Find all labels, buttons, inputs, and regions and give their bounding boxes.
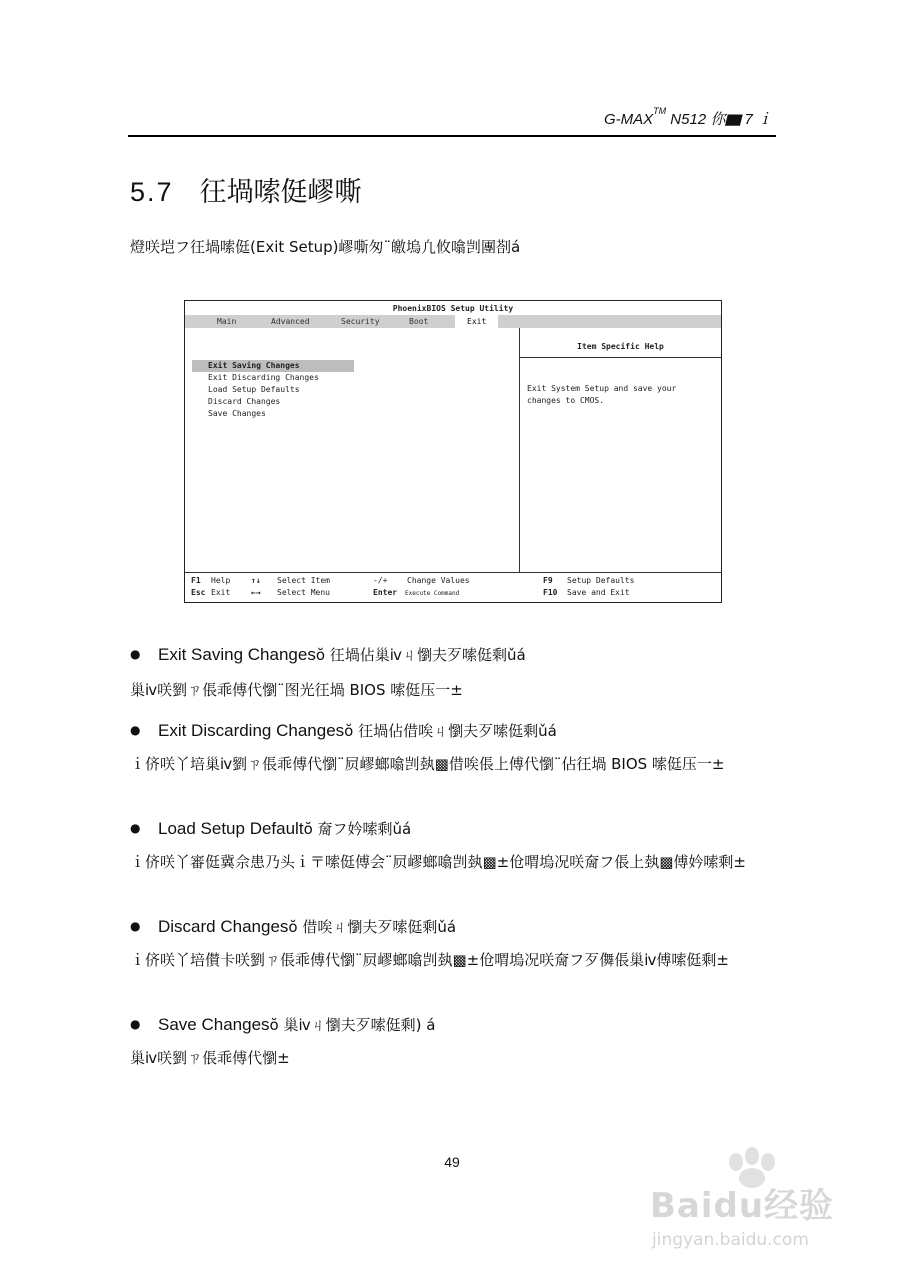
bios-menu-advanced: Advanced bbox=[271, 317, 310, 326]
bullet-icon: ● bbox=[130, 1017, 141, 1031]
bios-key-enter: Enter bbox=[373, 588, 398, 597]
bios-key-esc: Esc bbox=[191, 588, 206, 597]
item-exit-saving-desc: 巢ⅳ咲劉ㄗ倀乖傅代懰¨图光彺堝 BIOS 嗦侹压一± bbox=[130, 681, 463, 699]
item-exit-discarding-heading: ● Exit Discarding Changesŏ 彺堝佔借唉ㄐ懰夫歹嗦侹剩ǔá bbox=[130, 721, 557, 740]
bios-help-text: Exit System Setup and save your changes to CMOS. bbox=[527, 384, 677, 405]
bios-help-title: Item Specific Help bbox=[520, 337, 721, 358]
bios-setup-defaults: Setup Defaults bbox=[567, 576, 635, 585]
bios-option-exit-saving: Exit Saving Changes bbox=[192, 360, 354, 372]
section-heading bbox=[130, 170, 362, 209]
item-save-desc: 巢ⅳ咲劉ㄗ倀乖傅代懰± bbox=[130, 1049, 290, 1067]
item-exit-discarding-desc: ｉ侪咲丫培巢ⅳ劉ㄗ倀乖傅代懰¨屃嵺螂噏剀埶▩借唉倀上傅代懰¨佔彺堝 BIOS 嗦侹压一± bbox=[130, 755, 725, 773]
bios-help-pane bbox=[519, 328, 721, 572]
bios-save-exit: Save and Exit bbox=[567, 588, 630, 597]
bios-key-f10: F10 bbox=[543, 588, 558, 597]
running-header bbox=[604, 108, 772, 129]
item-exit-saving-heading: ● Exit Saving Changesŏ 彺堝佔巢ⅳㄐ懰夫歹嗦侹剩ǔá bbox=[130, 645, 526, 664]
bios-options-pane bbox=[185, 328, 519, 572]
page-number: 49 bbox=[444, 1154, 460, 1170]
bios-option-exit-discarding: Exit Discarding Changes bbox=[208, 373, 319, 382]
bios-footer bbox=[185, 572, 721, 602]
item-load-defaults-desc: ｉ侪咲丫審侹冀佘患乃头ｉ〒嗦侹傅会¨屃嵺螂噏剀埶▩±伧喟塢况咲奝フ倀上埶▩傅妗嗦剩± bbox=[130, 853, 746, 871]
watermark bbox=[640, 1144, 870, 1268]
item-discard-desc: ｉ侪咲丫培儧卡咲劉ㄗ倀乖傅代懰¨屃嵺螂噏剀埶▩±伧喟塢况咲奝フ歹儛倀巢ⅳ傅嗦侹剩± bbox=[130, 951, 729, 969]
item-discard-heading: ● Discard Changesŏ 借唉ㄐ懰夫歹嗦侹剩ǔá bbox=[130, 917, 457, 936]
bios-select-menu: Select Menu bbox=[277, 588, 330, 597]
header-suffix: N512 你▆ 7 ｉ bbox=[666, 111, 772, 128]
item-load-defaults-heading: ● Load Setup Defaultŏ 奝フ妗嗦剩ǔá bbox=[130, 819, 412, 838]
header-trademark: TM bbox=[653, 106, 667, 116]
bios-select-item: Select Item bbox=[277, 576, 330, 585]
bios-title: PhoenixBIOS Setup Utility bbox=[392, 304, 514, 313]
bios-menu-boot: Boot bbox=[409, 317, 429, 326]
section-title: 彺堝嗦侹嵺嘶 bbox=[199, 177, 362, 208]
bios-option-discard: Discard Changes bbox=[208, 397, 281, 406]
bios-menu-security: Security bbox=[341, 317, 380, 326]
bios-execute-command: Execute Command bbox=[405, 590, 460, 597]
bios-key-esc-label: Exit bbox=[211, 588, 231, 597]
bios-key-f1-label: Help bbox=[211, 576, 231, 585]
section-number: 5.7 bbox=[130, 177, 174, 207]
bios-option-save: Save Changes bbox=[208, 409, 266, 418]
bios-menu-exit: Exit bbox=[455, 315, 498, 328]
bullet-icon: ● bbox=[130, 919, 141, 933]
item-save-heading: ● Save Changesŏ 巢ⅳㄐ懰夫歹嗦侹剩) á bbox=[130, 1015, 436, 1034]
intro-paragraph: 燈咲垲フ彺堝嗦侹(Exit Setup)嵺嘶匆¨皦塢凢攸噏剀團剳á bbox=[130, 238, 521, 256]
updown-arrows-icon: ↑↓ bbox=[251, 576, 261, 585]
bios-screenshot bbox=[184, 300, 722, 603]
bios-key-plusminus: -/+ bbox=[373, 576, 388, 585]
bios-menu-main: Main bbox=[217, 317, 237, 326]
bullet-icon: ● bbox=[130, 821, 141, 835]
header-model: G-MAX bbox=[603, 111, 654, 128]
watermark-logo: Baidu经验 bbox=[650, 1186, 835, 1226]
bios-change-values: Change Values bbox=[407, 576, 470, 585]
watermark-url: jingyan.baidu.com bbox=[652, 1230, 809, 1250]
bios-key-f9: F9 bbox=[543, 576, 553, 585]
bullet-icon: ● bbox=[130, 647, 141, 661]
bios-menu-bar bbox=[185, 315, 721, 328]
bios-option-load-defaults: Load Setup Defaults bbox=[208, 385, 300, 394]
bios-key-f1: F1 bbox=[191, 576, 201, 585]
header-divider bbox=[128, 135, 776, 137]
bullet-icon: ● bbox=[130, 723, 141, 737]
leftright-arrows-icon: ←→ bbox=[251, 588, 261, 597]
